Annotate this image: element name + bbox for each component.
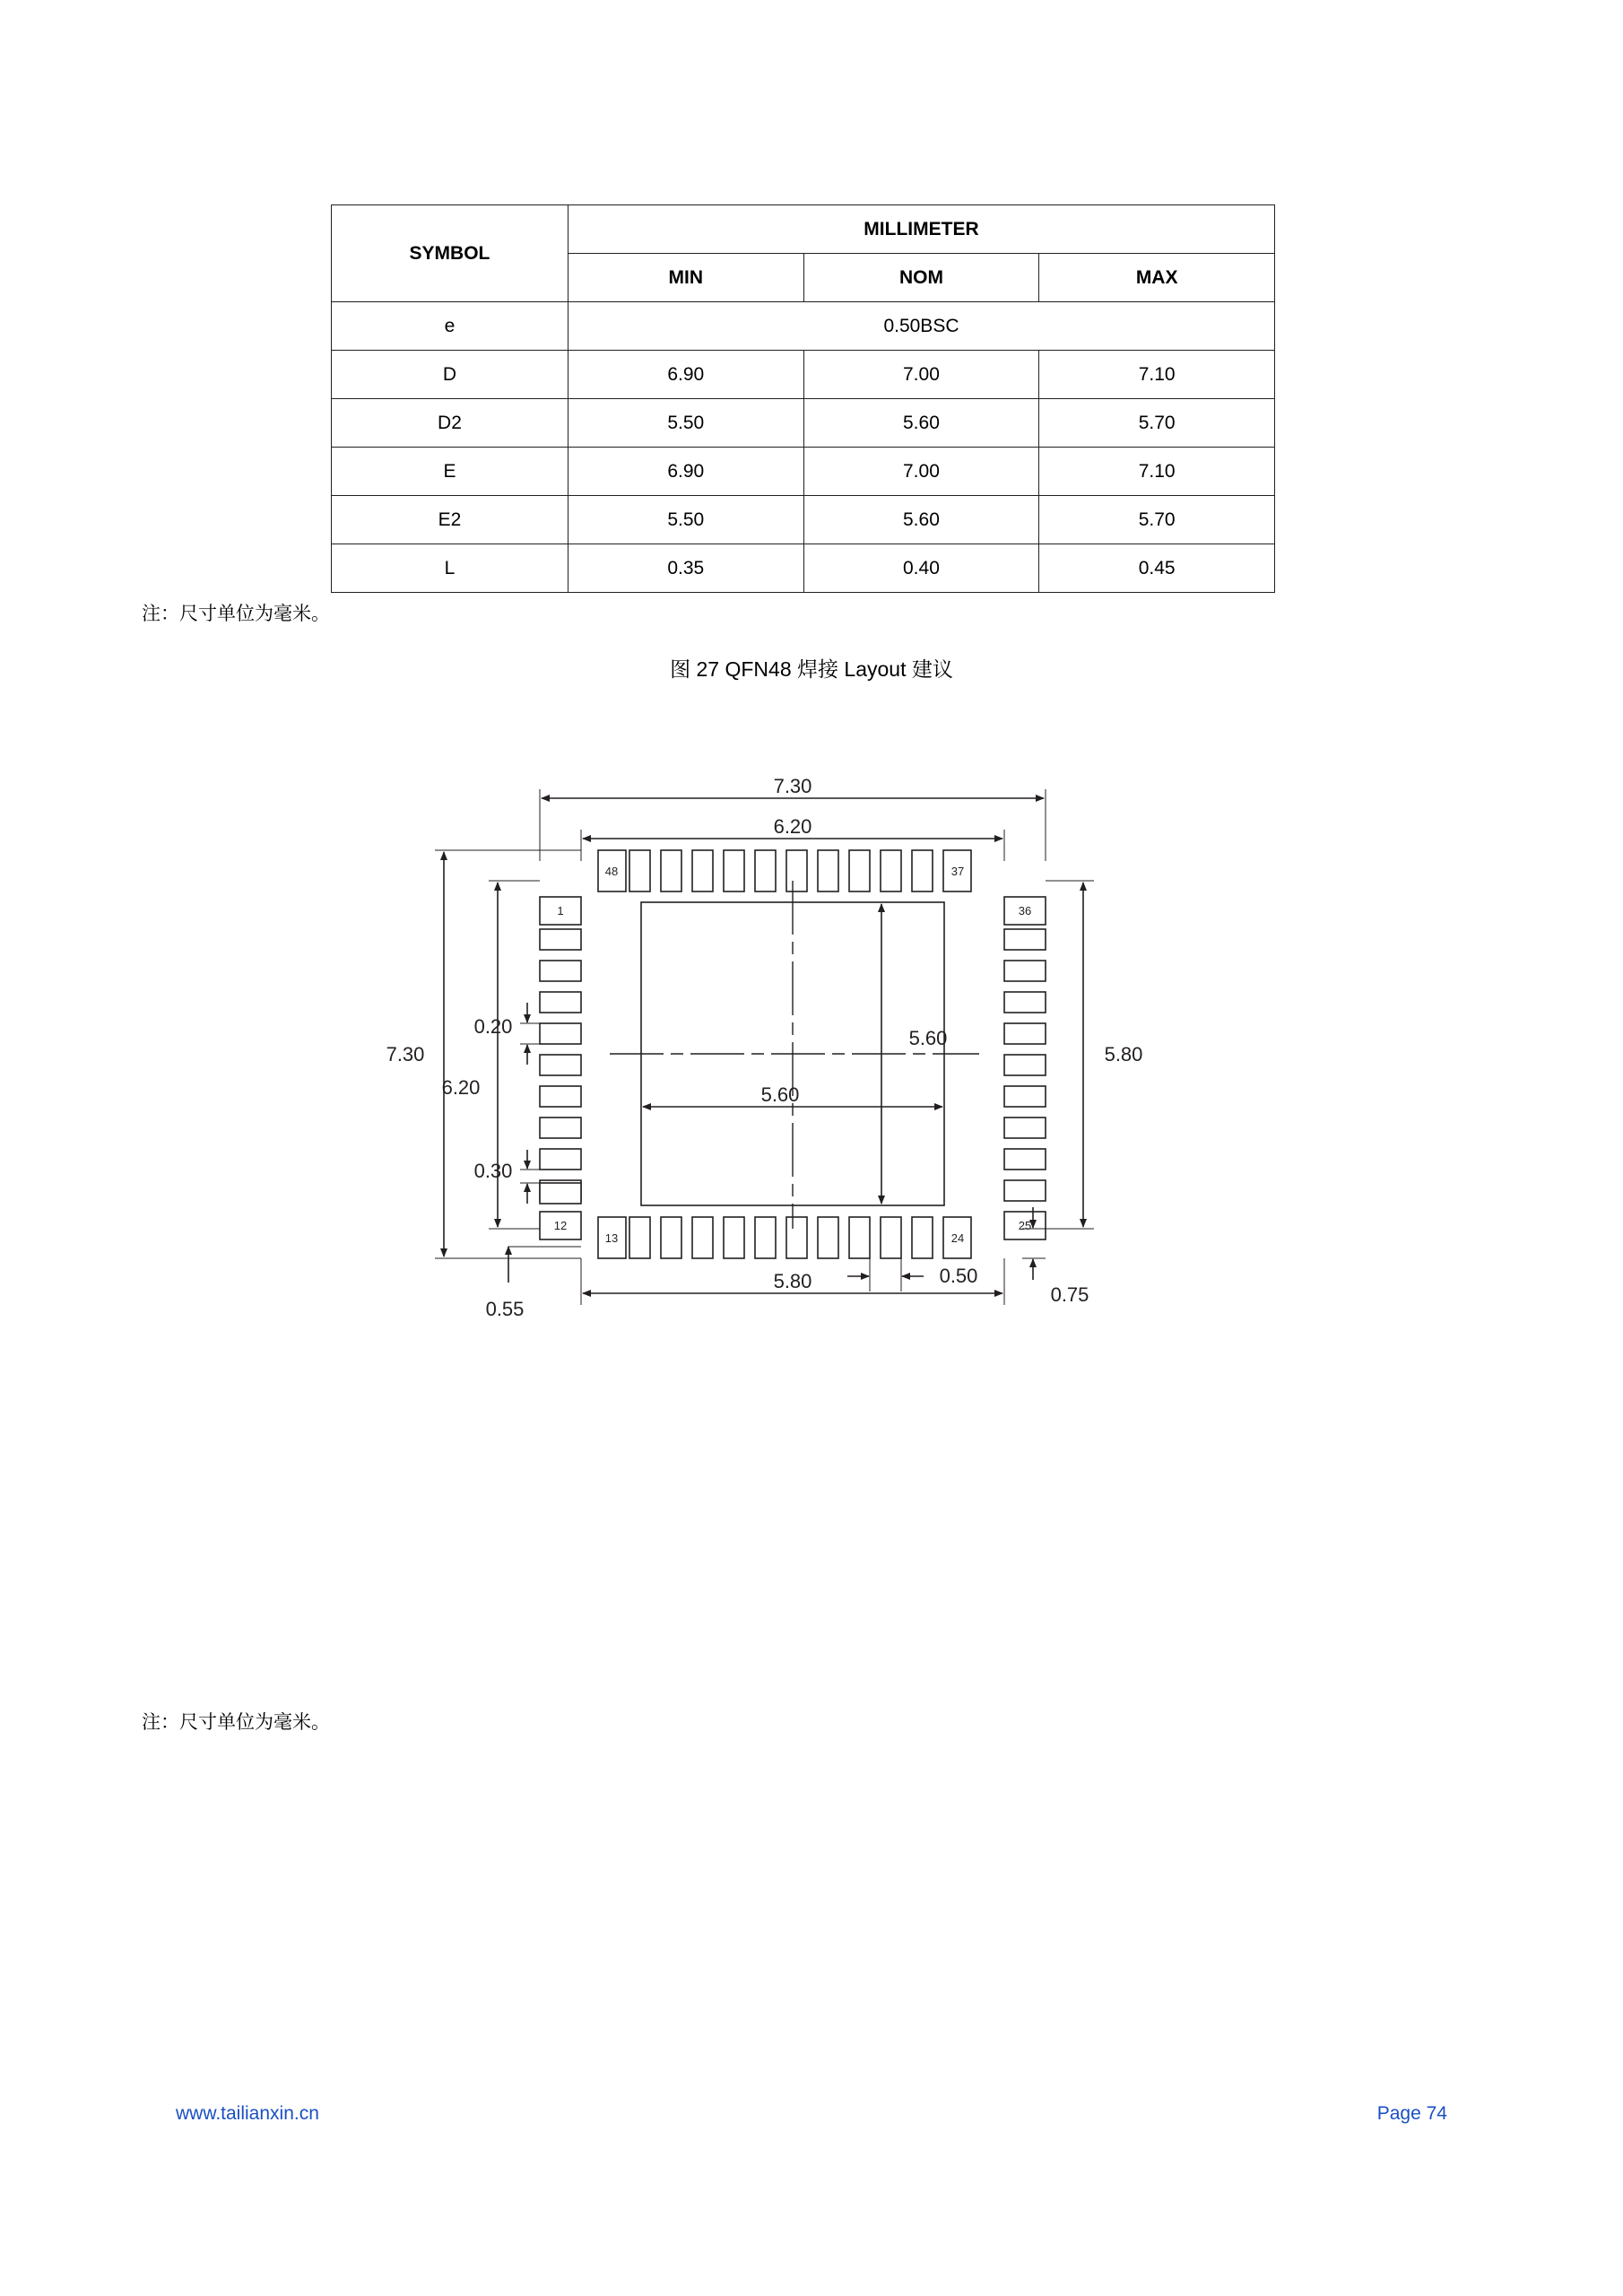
pin-label-25: 25 [1018,1219,1032,1232]
dim-corner-offset-right: 0.75 [1050,1283,1089,1306]
header-unit-group: MILLIMETER [568,205,1274,254]
cell-max: 5.70 [1039,399,1275,448]
dim-pad-width: 0.20 [473,1015,513,1038]
dim-left-inner: 6.20 [441,1076,481,1099]
pin-label-48: 48 [604,865,619,878]
cell-max: 0.45 [1039,544,1275,593]
header-symbol: SYMBOL [332,205,568,302]
cell-nom: 7.00 [803,351,1039,399]
cell-max: 5.70 [1039,496,1275,544]
dim-center-horizontal: 5.60 [760,1083,800,1106]
cell-min: 5.50 [568,399,803,448]
table-row [332,544,1275,593]
cell-min: 0.35 [568,544,803,593]
pin-label-37: 37 [950,865,965,878]
pin-label-13: 13 [604,1231,619,1245]
table-header-row [332,205,1275,254]
cell-nom: 5.60 [803,496,1039,544]
note-top: 注：尺寸单位为毫米。 [142,604,330,624]
cell-symbol: E2 [332,496,568,544]
dim-pad-gap: 0.30 [473,1160,513,1182]
table-row [332,351,1275,399]
package-dimension-table [331,204,1275,593]
footer-page-number: Page 74 [1376,2103,1447,2124]
footer-site-link[interactable]: www.tailianxin.cn [176,2103,319,2124]
dim-top-inner: 6.20 [773,815,812,838]
cell-span-value: 0.50BSC [568,302,1274,351]
cell-symbol: L [332,544,568,593]
pin-label-1: 1 [557,904,564,918]
note-bottom: 注：尺寸单位为毫米。 [142,1712,330,1733]
pin-label-12: 12 [553,1219,568,1232]
header-min: MIN [568,254,803,302]
cell-nom: 7.00 [803,448,1039,496]
cell-symbol: D2 [332,399,568,448]
table-row [332,399,1275,448]
header-max: MAX [1039,254,1275,302]
table-row [332,496,1275,544]
cell-symbol: D [332,351,568,399]
qfn48-layout-drawing [341,744,1345,1605]
cell-nom: 0.40 [803,544,1039,593]
cell-min: 6.90 [568,351,803,399]
table-row [332,302,1275,351]
figure-caption: 图 27 QFN48 焊接 Layout 建议 [670,657,953,681]
dim-bottom-outer: 5.80 [773,1270,812,1292]
dim-corner-offset: 0.55 [485,1298,525,1320]
cell-min: 6.90 [568,448,803,496]
pin-label-36: 36 [1018,904,1032,918]
cell-min: 5.50 [568,496,803,544]
dim-pitch: 0.50 [939,1265,978,1287]
cell-max: 7.10 [1039,351,1275,399]
table-row [332,448,1275,496]
header-nom: NOM [803,254,1039,302]
dim-right-outer: 5.80 [1104,1043,1143,1065]
cell-symbol: e [332,302,568,351]
dim-top-outer: 7.30 [773,775,812,797]
pin-label-24: 24 [950,1231,965,1245]
cell-nom: 5.60 [803,399,1039,448]
dim-center-vertical: 5.60 [908,1027,948,1049]
cell-max: 7.10 [1039,448,1275,496]
dim-left-outer: 7.30 [386,1043,425,1065]
cell-symbol: E [332,448,568,496]
